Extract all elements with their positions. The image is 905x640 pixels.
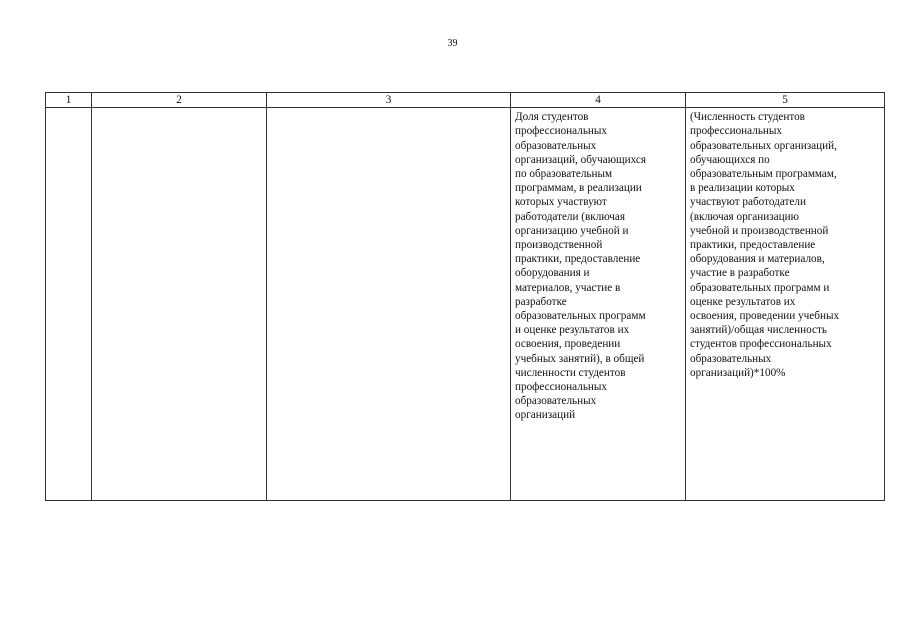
header-row: [46, 93, 885, 108]
cell-indicator-name: [511, 108, 686, 501]
table-row: [46, 108, 885, 501]
indicator-table: [45, 92, 885, 501]
column-header-3: 3: [267, 93, 511, 108]
column-header-2: 2: [92, 93, 267, 108]
cell-col-3: [267, 108, 511, 501]
column-header-1: 1: [46, 93, 92, 108]
indicator-formula-text: (Численность студентов профессиональных образовательных организаций, обучающихся по образовательным программам, в реализации которых участвуют работодатели (включая организацию учебной и производственной практики, предоставление оборудования и материалов, участие в разработке образовательных программ и оценке результатов их освоения, проведении учебных занятий)/общая численность студентов профессиональных образовательных организаций)*100%: [690, 111, 840, 379]
page-number: 39: [447, 38, 458, 49]
table-header: [46, 93, 885, 108]
indicator-name-text: Доля студентов профессиональных образовательных организаций, обучающихся по образовательным программам, в реализации которых участвуют работодатели (включая организацию учебной и производственной практики, предоставление оборудования и материалов, участие в разработке образовательных программ и оценке результатов их освоения, проведении учебных занятий), в общей численности студентов профессиональных образовательных организаций: [515, 111, 647, 422]
column-header-4: 4: [511, 93, 686, 108]
column-header-5: 5: [686, 93, 885, 108]
cell-col-2: [92, 108, 267, 501]
cell-indicator-formula: [686, 108, 885, 501]
table-body: [46, 108, 885, 501]
cell-col-1: [46, 108, 92, 501]
